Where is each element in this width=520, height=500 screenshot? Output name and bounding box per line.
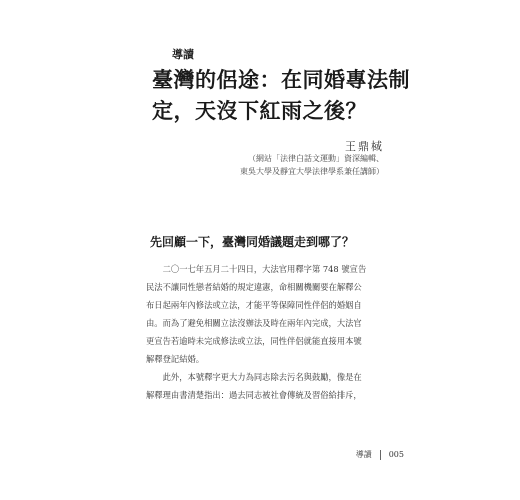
author-name: 王鼎棫	[345, 140, 384, 153]
body-line: 民法不讓同性戀者結婚的規定違憲，命相關機關要在解釋公	[146, 282, 362, 292]
page-footer	[356, 449, 404, 460]
body-line: 布日起兩年內修法或立法，才能平等保障同性伴侶的婚姻自	[146, 300, 362, 310]
body-line: 由。而為了避免相關立法沒辦法及時在兩年內完成，大法官	[146, 318, 362, 328]
section-heading: 先回顧一下，臺灣同婚議題走到哪了？	[150, 235, 355, 249]
page-number: 005	[388, 450, 404, 459]
author-affiliation	[240, 152, 384, 178]
title-line: 定，天沒下紅雨之後？	[152, 98, 367, 123]
body-line: 二〇一七年五月二十四日，大法官用釋字第 748 號宣告	[162, 264, 367, 274]
footer-section: 導讀	[355, 450, 372, 459]
affiliation-line: 東吳大學及靜宜大學法律學系兼任講師）	[240, 167, 384, 176]
footer-divider	[380, 450, 381, 460]
body-text	[146, 260, 384, 404]
body-line: 此外，本號釋字更大力為同志除去污名與鼓勵，像是在	[162, 372, 362, 382]
title-line: 臺灣的侶途：在同婚專法制	[152, 67, 410, 92]
body-line: 更宣告若逾時未完成修法或立法，同性伴侶就能直接用本號	[146, 336, 362, 346]
body-line: 解釋理由書清楚指出：過去同志被社會傳統及習俗給排斥，	[146, 390, 362, 400]
section-label: 導讀	[172, 48, 194, 61]
chapter-title	[152, 64, 410, 126]
body-line: 解釋登記結婚。	[146, 354, 205, 364]
affiliation-line: （網站「法律白話文運動」資深編輯、	[248, 154, 384, 163]
